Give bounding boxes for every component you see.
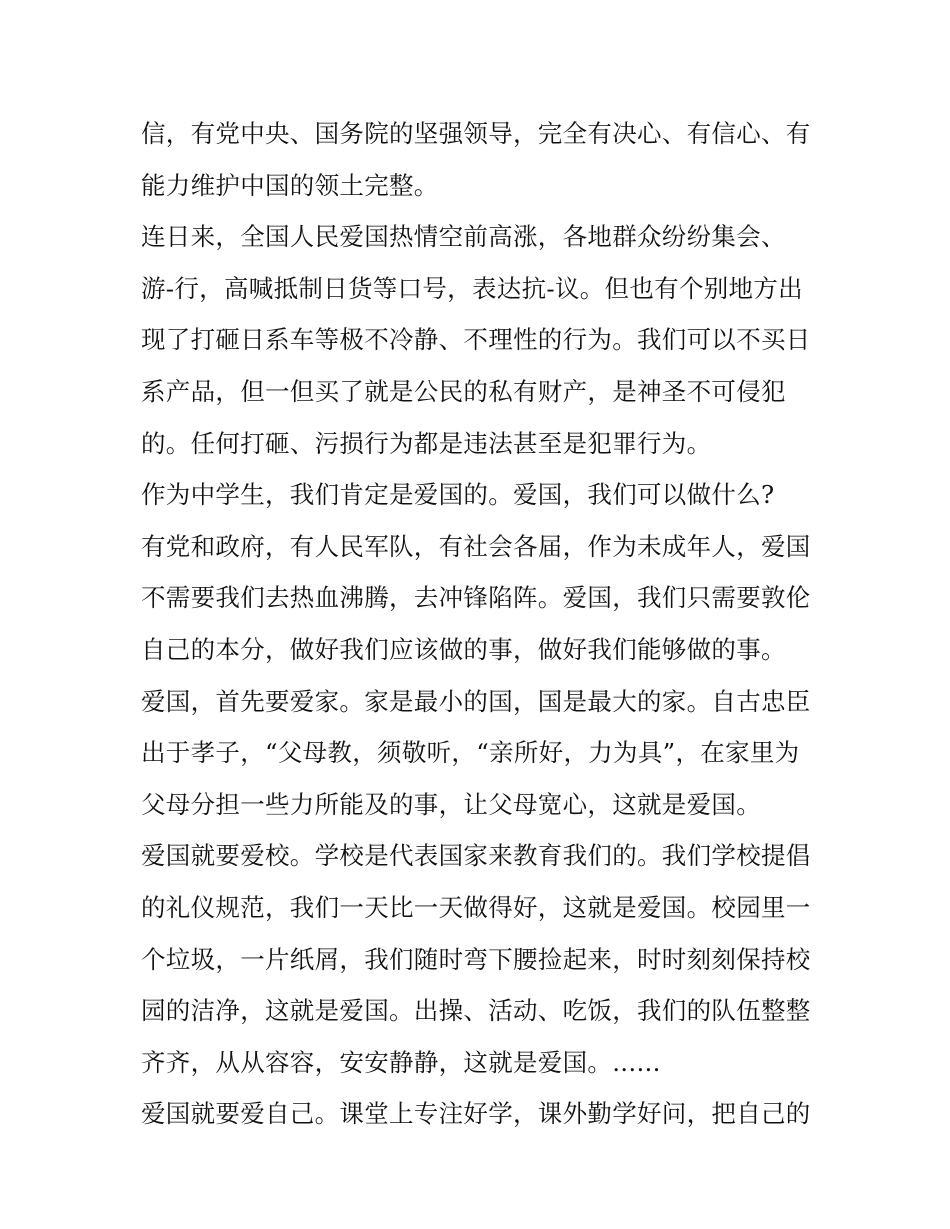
text-line: 不需要我们去热血沸腾，去冲锋陷阵。爱国，我们只需要敦伦 bbox=[141, 583, 811, 613]
body-text bbox=[141, 108, 821, 1140]
text-line: 游-行，高喊抵制日货等口号，表达抗-议。但也有个别地方出 bbox=[141, 273, 803, 303]
text-line: 现了打砸日系车等极不冷静、不理性的行为。我们可以不买日 bbox=[141, 325, 811, 355]
text-line: 的礼仪规范，我们一天比一天做得好，这就是爱国。校园里一 bbox=[141, 892, 811, 922]
text-line: 园的洁净，这就是爱国。出操、活动、吃饭，我们的队伍整整 bbox=[141, 996, 811, 1026]
text-line: 信，有党中央、国务院的坚强领导，完全有决心、有信心、有 bbox=[141, 119, 811, 148]
text-line: 出于孝子，“父母教，须敬听，“亲所好，力为具”，在家里为 bbox=[141, 738, 800, 768]
text-line: 爱国，首先要爱家。家是最小的国，国是最大的家。自古忠臣 bbox=[141, 686, 811, 716]
text-line: 自己的本分，做好我们应该做的事，做好我们能够做的事。 bbox=[141, 634, 786, 664]
text-line: 系产品，但一但买了就是公民的私有财产，是神圣不可侵犯 bbox=[141, 376, 786, 406]
text-line: 齐齐，从从容容，安安静静，这就是爱国。...... bbox=[141, 1047, 661, 1077]
text-line: 作为中学生，我们肯定是爱国的。爱国，我们可以做什么? bbox=[141, 480, 775, 510]
text-line: 的。任何打砸、污损行为都是违法甚至是犯罪行为。 bbox=[141, 428, 712, 458]
text-line: 能力维护中国的领土完整。 bbox=[141, 170, 439, 200]
text-line: 爱国就要爱自己。课堂上专注好学，课外勤学好问，把自己的 bbox=[141, 1099, 811, 1129]
text-line: 连日来，全国人民爱国热情空前高涨，各地群众纷纷集会、 bbox=[141, 222, 786, 252]
text-line: 个垃圾，一片纸屑，我们随时弯下腰捡起来，时时刻刻保持校 bbox=[141, 944, 811, 974]
text-line: 爱国就要爱校。学校是代表国家来教育我们的。我们学校提倡 bbox=[141, 841, 811, 871]
text-line: 父母分担一些力所能及的事，让父母宽心，这就是爱国。 bbox=[141, 789, 761, 819]
text-line: 有党和政府，有人民军队，有社会各届，作为未成年人，爱国 bbox=[141, 531, 811, 561]
